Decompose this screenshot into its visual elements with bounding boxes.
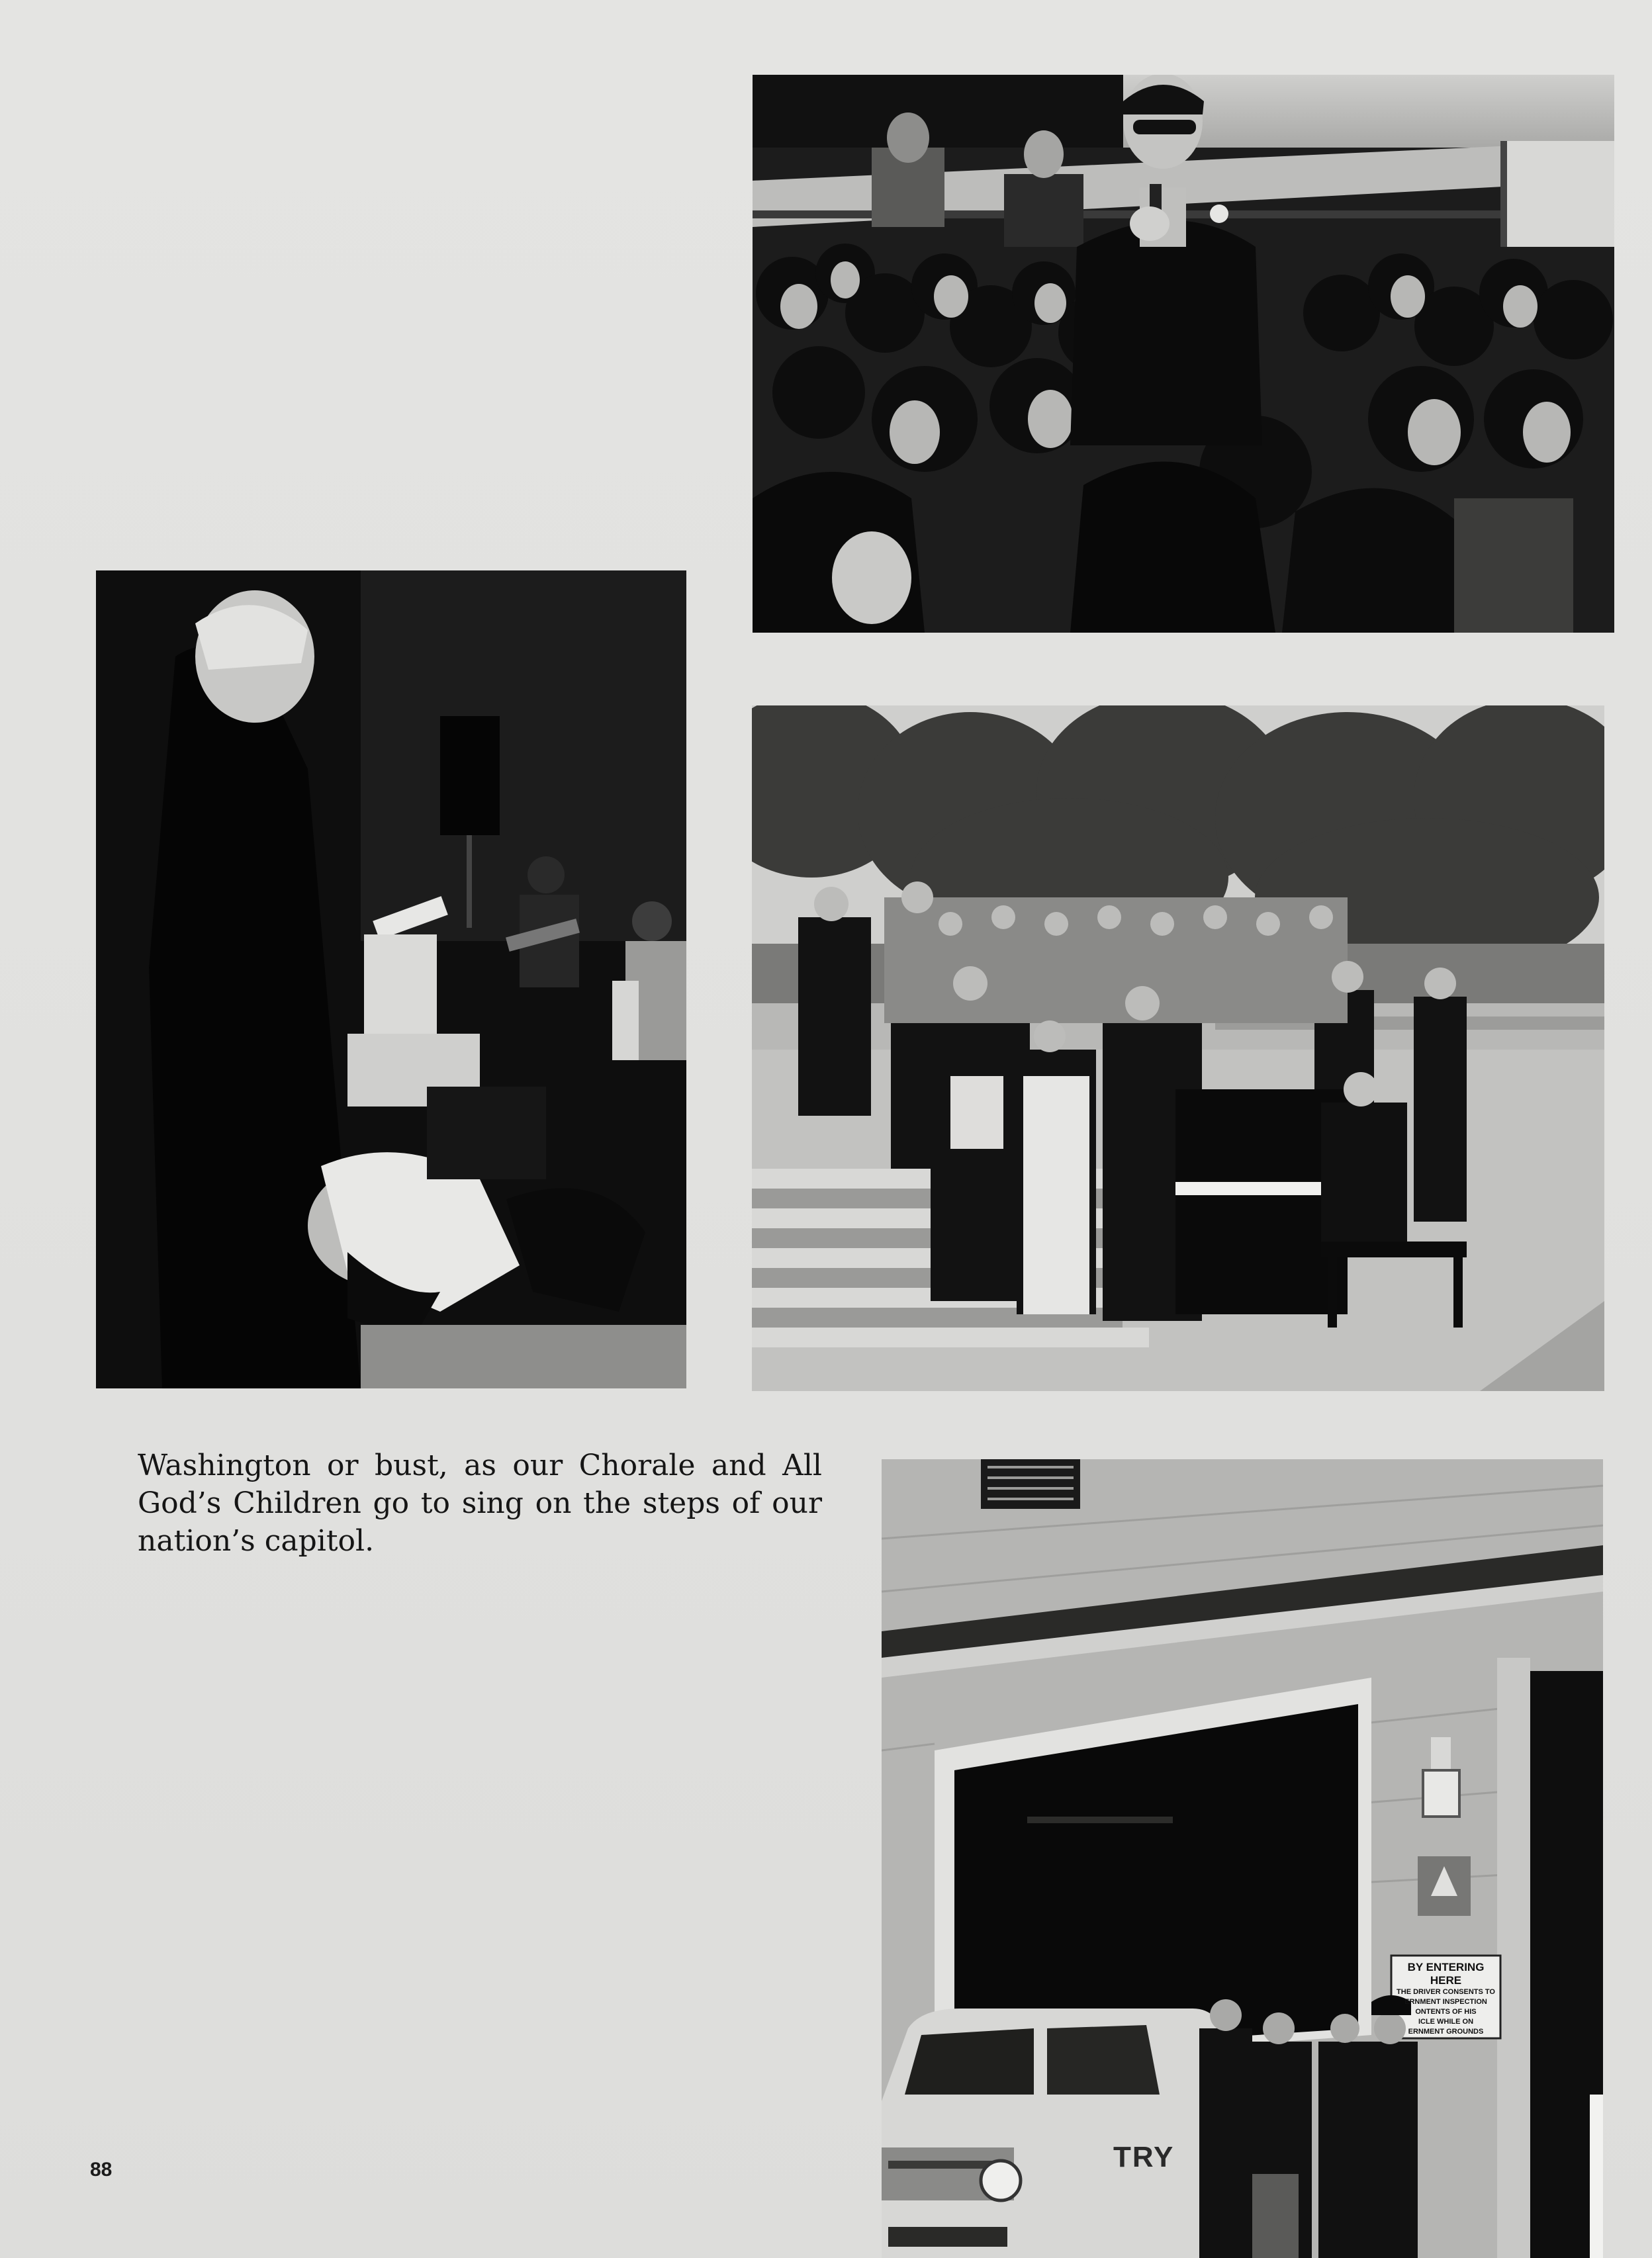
page-number: 88 [90, 2159, 113, 2181]
sign-line-6: ERNMENT GROUNDS [1408, 2028, 1484, 2036]
photo-capitol-steps-choir [752, 705, 1604, 1391]
sign-line-4: ONTENTS OF HIS [1415, 2008, 1477, 2016]
photo-stage-performance [96, 570, 686, 1388]
photo-auditorium-crowd [753, 75, 1614, 633]
sign-line-1: BY ENTERING HERE [1407, 1961, 1485, 1987]
sign-line-5: ICLE WHILE ON [1418, 2018, 1474, 2026]
photo-building-entrance-van [882, 1459, 1603, 2258]
photo-caption: Washington or bust, as our Chorale and All God’s Children go to sing on the steps of our nation’s capitol. [138, 1449, 822, 1558]
van-lettering: TRY [1113, 2141, 1175, 2173]
notice-sign [1391, 1957, 1500, 2037]
sign-line-3: ERNMENT INSPECTION [1404, 1998, 1487, 2006]
sign-line-2: THE DRIVER CONSENTS TO [1397, 1988, 1495, 1996]
